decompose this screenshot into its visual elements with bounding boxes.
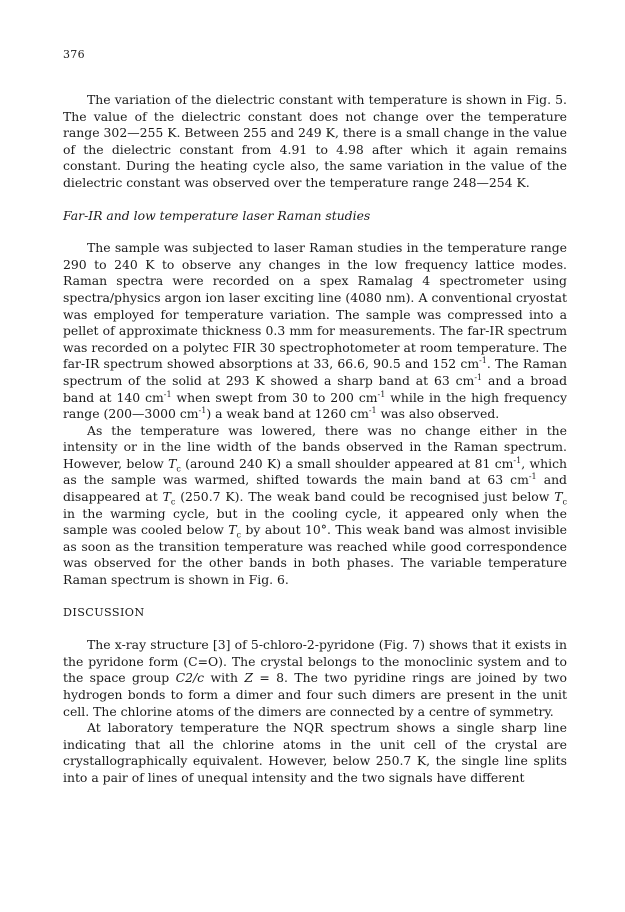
paragraph-xray-structure: The x-ray structure [3] of 5-chloro-2-pyridone (Fig. 7) shows that it exists in the pyridone form (C=O). The crystal belongs to the monoclinic system and to the space group C2/c with Z = 8. The two pyridine rings are joined by two hydrogen bonds to form a dimer and four such dimers are present in the unit cell. The chlorine atoms of the dimers are connected by a centre of symmetry.	[63, 637, 567, 719]
subsection-heading-raman: Far-IR and low temperature laser Raman studies	[63, 207, 371, 223]
paragraph-nqr-spectrum: At laboratory temperature the NQR spectrum shows a single sharp line indicating that all the chlorine atoms in the unit cell of the crystal are crystallographically equivalent. However, below 250.7 K, the single line splits into a pair of lines of unequal intensity and the two signals have different	[63, 720, 567, 785]
article-body	[63, 92, 567, 787]
page-number: 376	[63, 48, 85, 61]
paragraph-temperature-lowered: As the temperature was lowered, there was no change either in the intensity or in the line width of the bands observed in the Raman spectrum. However, below $T_c$ (around 240 K) a small shoulder appeared at 81 $cm^{-1}$, which as the sample was warmed, shifted towards the main band at 63 $cm^{-1}$ and disappeared at $T_c$ (250.7 K). The weak band could be recognised just below $T_c$ in the warming cycle, but in the cooling cycle, it appeared only when the sample was cooled below $T_c$ by about 10°. This weak band was almost invisible as soon as the transition temperature was reached while good correspondence was observed for the other bands in both phases. The variable temperature Raman spectrum is shown in Fig. 6.	[63, 422, 567, 588]
paragraph-raman-setup: The sample was subjected to laser Raman studies in the temperature range 290 to 240 K to observe any changes in the low frequency lattice modes. Raman spectra were recorded on a spex Ramalag 4 spectrometer using spectra/physics argon ion laser exciting line (4080 nm). A conventional cryostat was employed for temperature variation. The sample was compressed into a pellet of approximate thickness 0.3 mm for measurements. The far-IR spectrum was recorded on a polytec FIR 30 spectrophotometer at room temperature. The far-IR spectrum showed absorptions at 33, 66.6, 90.5 and 152 $cm^{-1}$. The Raman spectrum of the solid at 293 K showed a sharp band at 63 $cm^{-1}$ and a broad band at 140 $cm^{-1}$ when swept from 30 to 200 $cm^{-1}$ while in the high frequency range (200—3000 $cm^{-1}$) a weak band at 1260 $cm^{-1}$ was also observed.	[63, 240, 567, 422]
section-heading-discussion: DISCUSSION	[63, 605, 145, 619]
paragraph-dielectric-variation: The variation of the dielectric constant with temperature is shown in Fig. 5. The value of the dielectric constant does not change over the temperature range 302—255 K. Between 255 and 249 K, there is a small change in the value of the dielectric constant from 4.91 to 4.98 after which it again remains constant. During the heating cycle also, the same variation in the value of the dielectric constant was observed over the temperature range 248—254 K.	[63, 92, 567, 190]
